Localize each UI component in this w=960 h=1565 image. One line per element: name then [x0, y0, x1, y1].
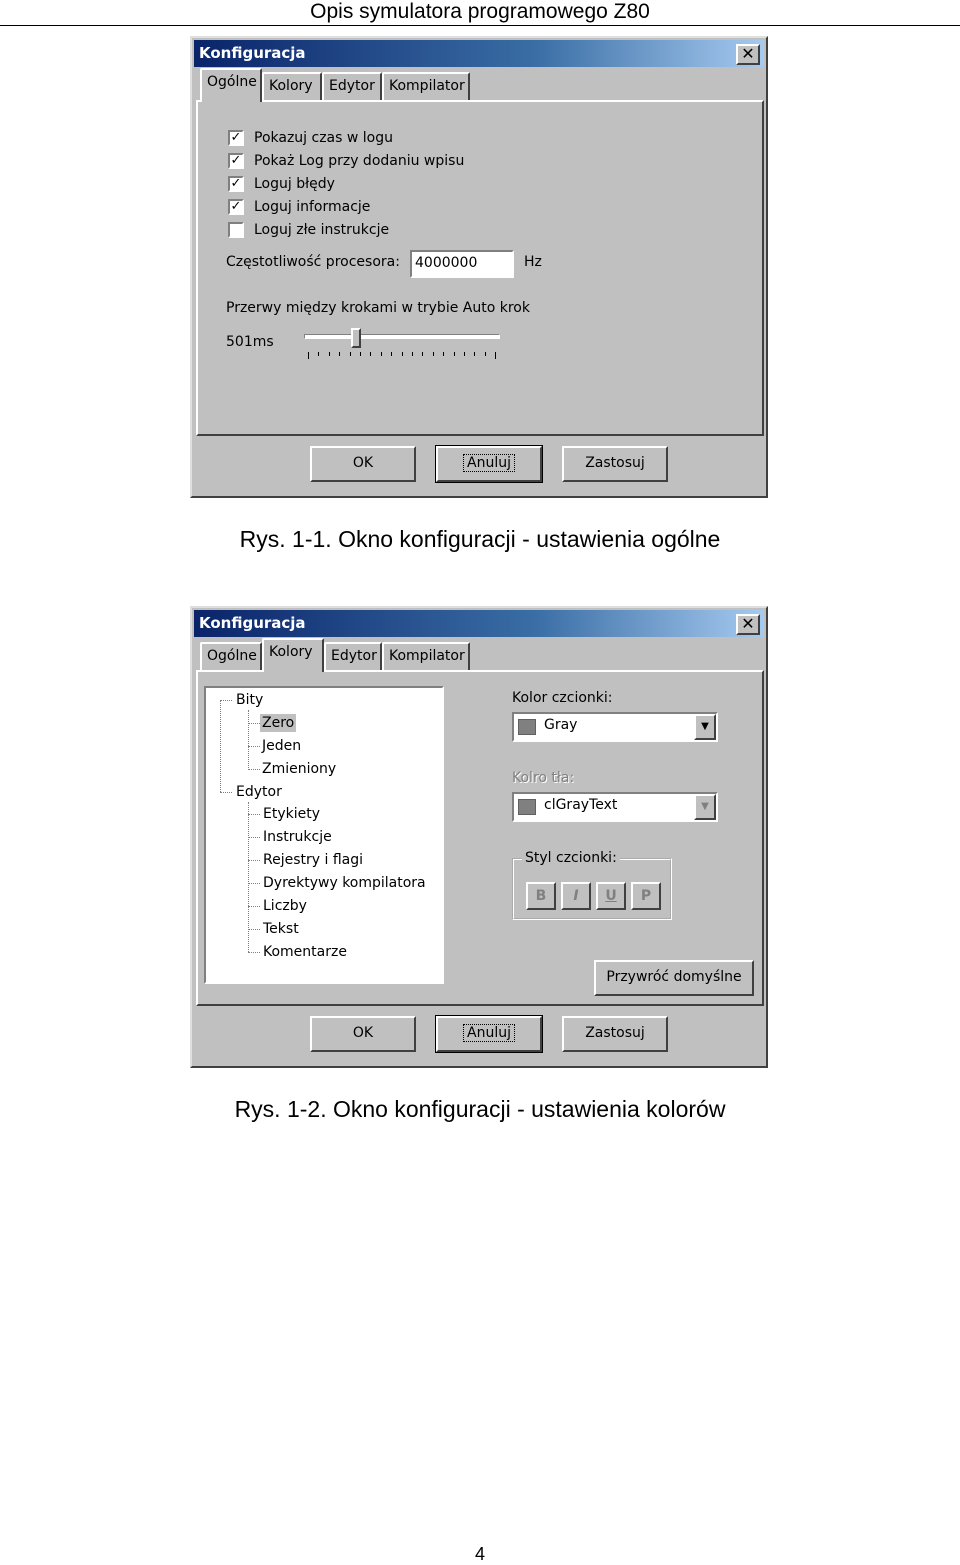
- tree-line: [248, 814, 260, 815]
- slider-tick: [422, 352, 423, 356]
- chevron-down-icon: ▼: [694, 794, 716, 820]
- cancel-button[interactable]: [436, 446, 542, 482]
- font-style-label: Styl czcionki:: [522, 850, 620, 866]
- tab-general[interactable]: Ogólne: [200, 68, 262, 102]
- title-bar[interactable]: [194, 40, 764, 67]
- checkbox[interactable]: ✓: [228, 199, 244, 215]
- slider-thumb[interactable]: [351, 328, 361, 348]
- tree-item[interactable]: Dyrektywy kompilatora: [263, 875, 426, 891]
- title-bar[interactable]: [194, 610, 764, 637]
- tab-panel: [196, 670, 764, 1006]
- bg-color-label: Kolro tła:: [512, 770, 575, 786]
- tree-line: [248, 952, 260, 953]
- tree-item-bits[interactable]: Bity: [236, 692, 264, 708]
- delay-label: Przerwy między krokami w trybie Auto krok: [226, 300, 530, 316]
- slider-tick: [443, 352, 444, 356]
- checkbox-label: Pokaż Log przy dodaniu wpisu: [254, 153, 465, 169]
- tree-line: [248, 906, 260, 907]
- freq-input[interactable]: 4000000: [410, 250, 514, 278]
- dialog-title: Konfiguracja: [199, 614, 306, 632]
- chevron-down-icon[interactable]: ▼: [694, 714, 716, 740]
- apply-button[interactable]: Zastosuj: [562, 1016, 668, 1052]
- checkbox[interactable]: ✓: [228, 176, 244, 192]
- slider-tick: [474, 352, 475, 356]
- checkbox-label: Loguj złe instrukcje: [254, 222, 390, 238]
- tab-colors[interactable]: Kolory: [262, 72, 322, 100]
- ok-button[interactable]: OK: [310, 1016, 416, 1052]
- tab-general[interactable]: Ogólne: [200, 642, 262, 670]
- tab-compiler[interactable]: Kompilator: [382, 72, 470, 100]
- tree-line: [220, 700, 232, 701]
- slider-tick: [454, 352, 455, 356]
- slider-tick: [381, 352, 382, 356]
- close-icon[interactable]: ✕: [736, 44, 760, 65]
- italic-button[interactable]: I: [561, 882, 591, 910]
- tree-line: [248, 723, 260, 724]
- delay-value: 501ms: [226, 334, 274, 350]
- gray-swatch-icon: [518, 719, 536, 735]
- ok-button[interactable]: OK: [310, 446, 416, 482]
- cancel-button[interactable]: [436, 1016, 542, 1052]
- font-color-value: Gray: [544, 717, 578, 733]
- font-color-label: Kolor czcionki:: [512, 690, 613, 706]
- tree-item[interactable]: Instrukcje: [263, 829, 332, 845]
- slider-tick: [391, 352, 392, 356]
- tree-item[interactable]: Etykiety: [263, 806, 321, 822]
- slider-tick: [370, 352, 371, 356]
- tree-line: [248, 746, 260, 747]
- slider-tick: [485, 352, 486, 356]
- config-dialog-colors: [190, 606, 768, 1068]
- dialog-title: Konfiguracja: [199, 44, 306, 62]
- tab-editor[interactable]: Edytor: [322, 72, 382, 100]
- cancel-label: Anuluj: [463, 1024, 515, 1042]
- strikeout-button[interactable]: P: [631, 882, 661, 910]
- tab-colors[interactable]: Kolory: [262, 638, 324, 672]
- tree-item[interactable]: Liczby: [263, 898, 307, 914]
- checkbox-label: Pokazuj czas w logu: [254, 130, 393, 146]
- caption-fig2: Rys. 1-2. Okno konfiguracji - ustawienia kolorów: [234, 1096, 726, 1122]
- tree-item-changed[interactable]: Zmieniony: [262, 761, 337, 777]
- tree-item-editor[interactable]: Edytor: [236, 784, 282, 800]
- tree-line: [248, 837, 260, 838]
- slider-tick: [360, 352, 361, 356]
- tree-item-zero[interactable]: Zero: [262, 715, 295, 731]
- checkbox-label: Loguj błędy: [254, 176, 335, 192]
- tree-line: [248, 710, 249, 770]
- tree-line: [248, 929, 260, 930]
- tree-item-one[interactable]: Jeden: [262, 738, 302, 754]
- bg-color-value: clGrayText: [544, 797, 618, 813]
- tree-line: [248, 769, 260, 770]
- tree-line: [220, 700, 221, 792]
- checkbox[interactable]: [228, 222, 244, 238]
- tree-item[interactable]: Tekst: [263, 921, 299, 937]
- close-icon[interactable]: ✕: [736, 614, 760, 635]
- checkbox[interactable]: ✓: [228, 130, 244, 146]
- tab-panel: [196, 100, 764, 436]
- freq-unit: Hz: [524, 254, 542, 270]
- underline-button[interactable]: U: [596, 882, 626, 910]
- slider-tick: [308, 352, 309, 359]
- slider-tick: [350, 352, 351, 356]
- tree-line: [248, 860, 260, 861]
- restore-defaults-button[interactable]: Przywróć domyślne: [594, 960, 754, 996]
- page-header: Opis symulatora programowego Z80: [0, 0, 960, 26]
- checkbox-label: Loguj informacje: [254, 199, 371, 215]
- cancel-label: Anuluj: [463, 454, 515, 472]
- slider-tick: [329, 352, 330, 356]
- color-tree[interactable]: [204, 686, 444, 984]
- slider-tick: [412, 352, 413, 356]
- tab-compiler[interactable]: Kompilator: [382, 642, 470, 670]
- freq-label: Częstotliwość procesora:: [226, 254, 400, 270]
- tab-editor[interactable]: Edytor: [324, 642, 382, 670]
- tree-item[interactable]: Komentarze: [263, 944, 347, 960]
- config-dialog-general: [190, 36, 768, 498]
- slider-tick: [339, 352, 340, 356]
- checkbox[interactable]: ✓: [228, 153, 244, 169]
- bg-color-select[interactable]: [512, 792, 718, 822]
- bold-button[interactable]: B: [526, 882, 556, 910]
- tree-line: [248, 883, 260, 884]
- slider-tick: [495, 352, 496, 359]
- slider-tick: [402, 352, 403, 356]
- tree-item[interactable]: Rejestry i flagi: [263, 852, 364, 868]
- slider-track: [304, 334, 500, 339]
- font-color-select[interactable]: [512, 712, 718, 742]
- apply-button[interactable]: Zastosuj: [562, 446, 668, 482]
- tree-line: [220, 792, 232, 793]
- page-number: 4: [474, 1544, 485, 1564]
- slider-tick: [433, 352, 434, 356]
- slider-tick: [464, 352, 465, 356]
- delay-slider[interactable]: [304, 328, 500, 362]
- slider-tick: [318, 352, 319, 356]
- caption-fig1: Rys. 1-1. Okno konfiguracji - ustawienia ogólne: [239, 526, 721, 552]
- gray-swatch-icon: [518, 799, 536, 815]
- font-style-group: [512, 850, 672, 920]
